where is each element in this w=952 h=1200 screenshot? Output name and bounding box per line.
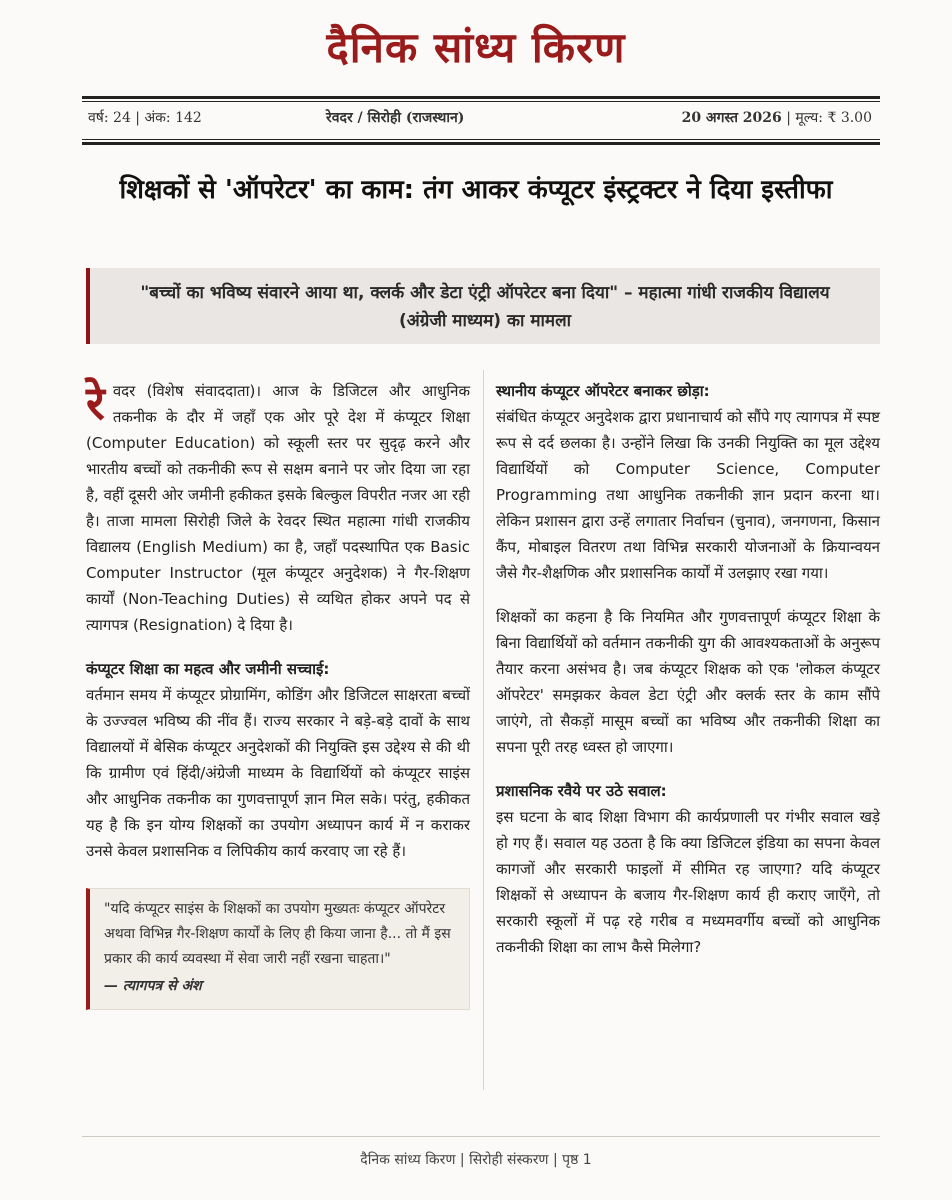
section-body-admin: इस घटना के बाद शिक्षा विभाग की कार्यप्रणाली पर गंभीर सवाल खड़े हो गए हैं। सवाल यह उठता है कि क्या डिजिटल इंडिया का सपना केवल कागजों और सरकारी फाइलों में सीमित रह जाएगा? यदि कंप्यूटर शिक्षकों से अध्यापन के बजाय गैर-शिक्षण कार्य ही कराए जाएँगे, तो सरकारी स्कूलों में पढ़ रहे गरीब व मध्यमवर्गीय बच्चों को आधुनिक तकनीकी शिक्षा का लाभ कैसे मिलेगा? [496, 808, 880, 956]
issue-date-price [682, 108, 872, 127]
pull-quote-text: "यदि कंप्यूटर साइंस के शिक्षकों का उपयोग मुख्यतः कंप्यूटर ऑपरेटर अथवा विभिन्न गैर-शिक्षण कार्यों के लिए ही किया जाना है... तो मैं इस प्रकार की कार्य व्यवस्था में सेवा जारी नहीं रखना चाहता।" [104, 901, 451, 967]
section-body-operator: संबंधित कंप्यूटर अनुदेशक द्वारा प्रधानाचार्य को सौंपे गए त्यागपत्र में स्पष्ट रूप से दर्द छलका है। उन्होंने लिखा कि उनकी नियुक्ति का मूल उद्देश्य विद्यार्थियों को Computer Science, Computer Programming तथा आधुनिक तकनीकी ज्ञान प्रदान करना था। लेकिन प्रशासन द्वारा उन्हें लगातार निर्वाचन (चुनाव), जनगणना, किसान कैंप, मोबाइल वितरण तथा विभिन्न सरकारी योजनाओं के क्रियान्वयन जैसे गैर-शैक्षणिक और प्रशासनिक कार्यों में उलझाए रखा गया। [496, 408, 880, 582]
pull-quote [86, 888, 470, 1010]
article-headline: शिक्षकों से 'ऑपरेटर' का काम: तंग आकर कंप्यूटर इंस्ट्रक्टर ने दिया इस्तीफा [119, 175, 833, 205]
section-heading-operator: स्थानीय कंप्यूटर ऑपरेटर बनाकर छोड़ा: [496, 382, 710, 400]
issue-info-bar [88, 108, 872, 132]
section-heading-admin: प्रशासनिक रवैये पर उठे सवाल: [496, 782, 667, 800]
issue-volume-number: वर्ष: 24 | अंक: 142 [88, 110, 202, 126]
pull-quote-attribution: — त्यागपत्र से अंश [104, 978, 202, 994]
left-column [86, 378, 470, 1010]
masthead-rule [82, 96, 880, 99]
dateline-location: रेवदर / सिरोही (राजस्थान) [326, 110, 465, 126]
masthead-rule-thin [82, 101, 880, 102]
drop-cap: रे [86, 376, 105, 430]
issue-date: 20 अगस्त 2026 [681, 110, 782, 126]
issue-price: | मूल्य: ₹ 3.00 [781, 110, 872, 126]
lead-paragraph [86, 378, 470, 638]
article-deck: "बच्चों का भविष्य संवारने आया था, क्लर्क और डेटा एंट्री ऑपरेटर बना दिया" – महात्मा गांधी राजकीय विद्यालय (अंग्रेजी माध्यम) का मामला [86, 268, 880, 344]
info-rule-thin [82, 139, 880, 140]
page-footer: दैनिक सांध्य किरण | सिरोही संस्करण | पृष्ठ 1 [360, 1152, 592, 1168]
column-divider [483, 370, 484, 1090]
section-heading-importance: कंप्यूटर शिक्षा का महत्व और जमीनी सच्चाई: [86, 660, 330, 678]
footer-rule [82, 1136, 880, 1137]
section-body-teachers: शिक्षकों का कहना है कि नियमित और गुणवत्तापूर्ण कंप्यूटर शिक्षा के बिना विद्यार्थियों को वर्तमान तकनीकी युग की आवश्यकताओं के अनुरूप तैयार करना असंभव है। जब कंप्यूटर शिक्षक को एक 'लोकल कंप्यूटर ऑपरेटर' समझकर केवल डेटा एंट्री और क्लर्क स्तर के काम सौंपे जाएंगे, तो सैकड़ों मासूम बच्चों का भविष्य और तकनीकी शिक्षा का सपना पूरी तरह ध्वस्त हो जाएगा। [496, 608, 880, 756]
section-body-importance: वर्तमान समय में कंप्यूटर प्रोग्रामिंग, कोडिंग और डिजिटल साक्षरता बच्चों के उज्ज्वल भविष्य की नींव हैं। राज्य सरकार ने बड़े-बड़े दावों के साथ विद्यालयों में बेसिक कंप्यूटर अनुदेशकों की नियुक्ति इस उद्देश्य से की थी कि ग्रामीण एवं हिंदी/अंग्रेजी माध्यम के विद्यार्थियों को कंप्यूटर साइंस और आधुनिक तकनीक का गुणवत्तापूर्ण ज्ञान मिल सके। परंतु, हकीकत यह है कि इन योग्य शिक्षकों का उपयोग अध्यापन कार्य में न कराकर उनसे केवल प्रशासनिक व लिपिकीय कार्य करवाए जा रहे हैं। [86, 686, 470, 860]
right-column [496, 378, 880, 960]
info-rule [82, 142, 880, 145]
lead-text: वदर (विशेष संवाददाता)। आज के डिजिटल और आधुनिक तकनीक के दौर में जहाँ एक ओर पूरे देश में कंप्यूटर शिक्षा (Computer Education) को स्कूली स्तर पर सुदृढ़ करने और भारतीय बच्चों को तकनीकी रूप से सक्षम बनाने पर जोर दिया जा रहा है, वहीं दूसरी ओर जमीनी हकीकत इसके बिल्कुल विपरीत नजर आ रही है। ताजा मामला सिरोही जिले के रेवदर स्थित महात्मा गांधी राजकीय विद्यालय (English Medium) का है, जहाँ पदस्थापित एक Basic Computer Instructor (मूल कंप्यूटर अनुदेशक) ने गैर-शिक्षण कार्यों (Non-Teaching Duties) से व्यथित होकर अपने पद से त्यागपत्र (Resignation) दे दिया है। [86, 382, 470, 634]
masthead-title: दैनिक सांध्य किरण [326, 23, 626, 72]
